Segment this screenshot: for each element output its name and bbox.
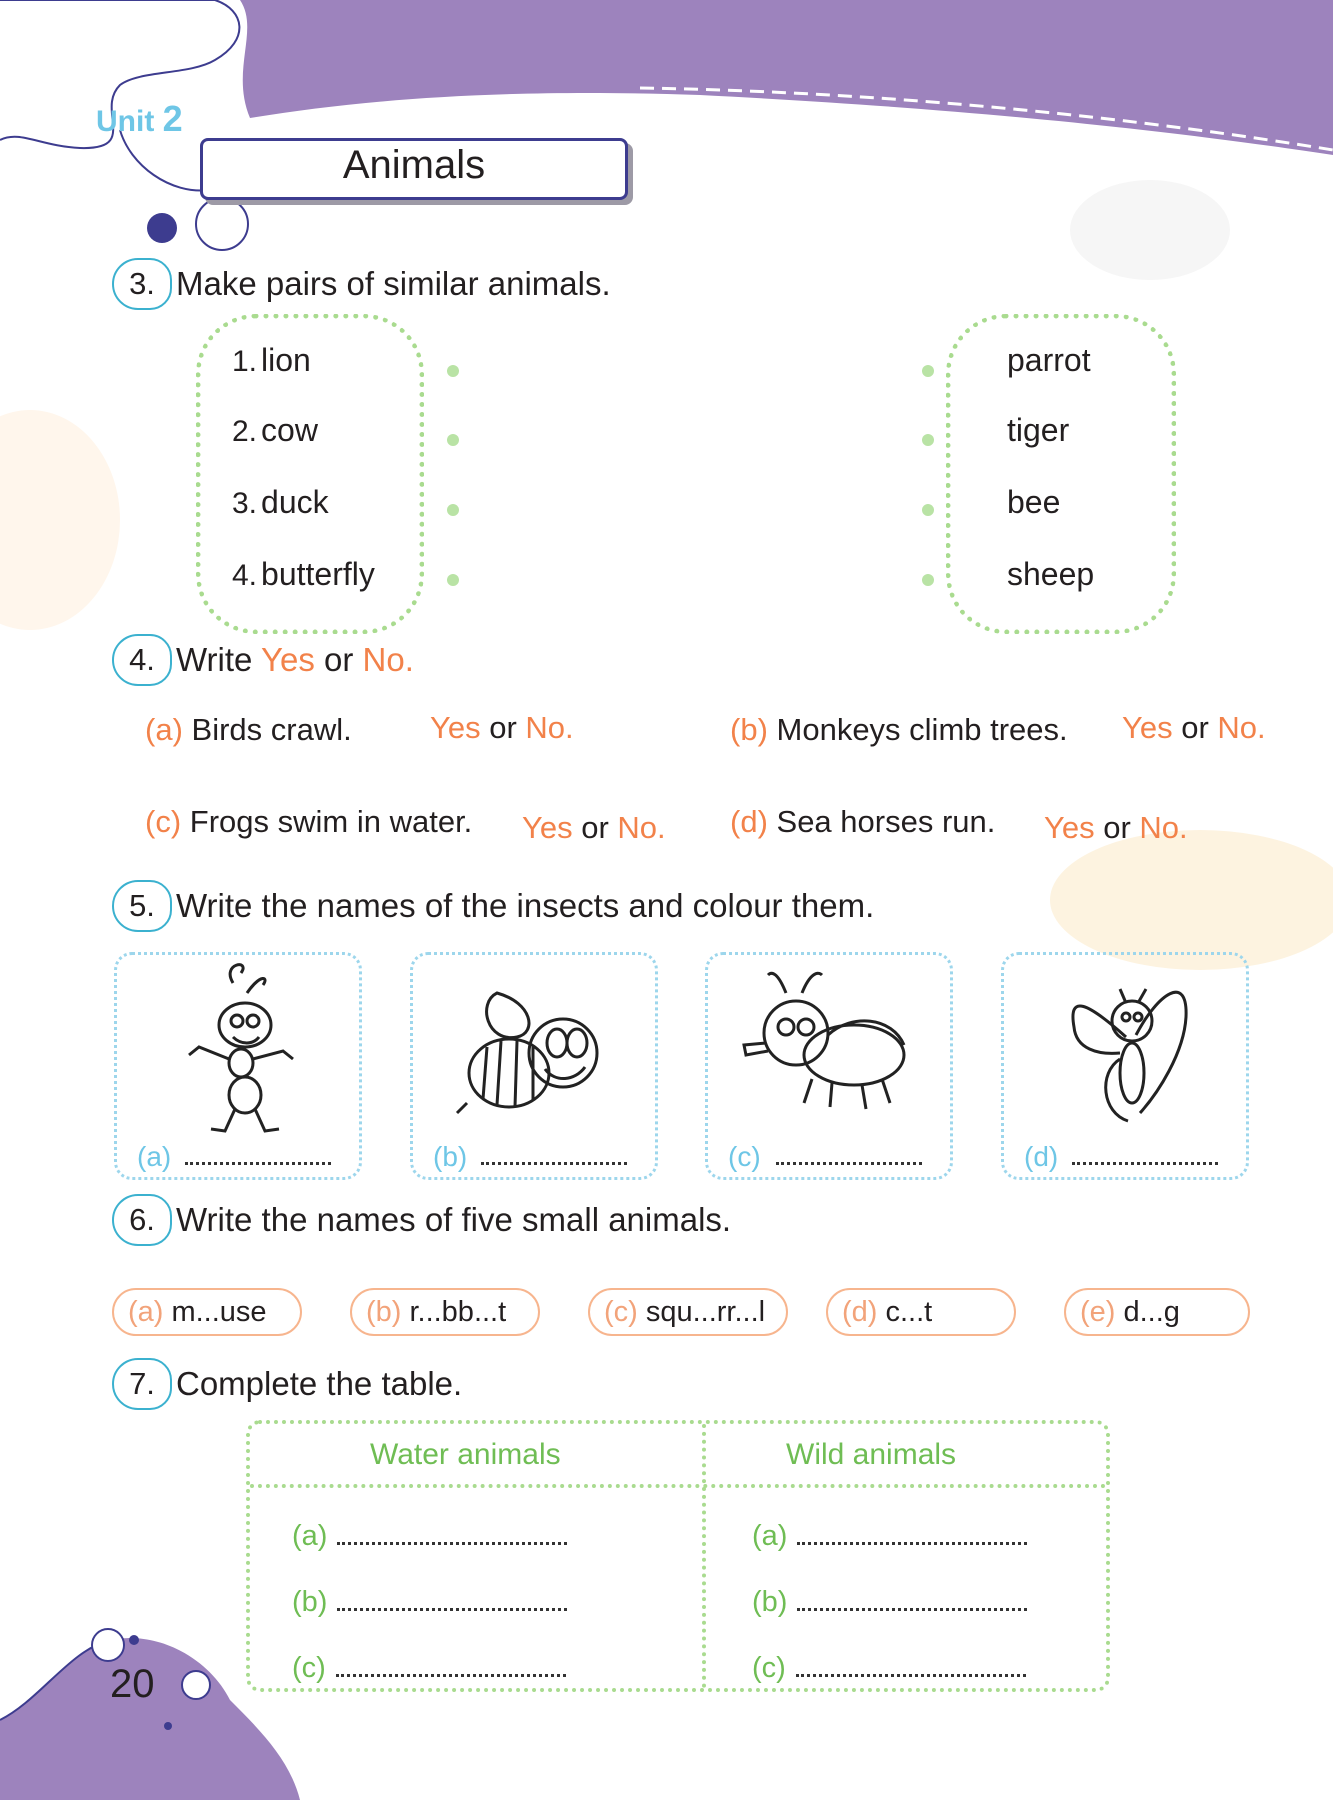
animals-table	[246, 1420, 1110, 1692]
fly-icon	[732, 963, 932, 1133]
left-item-4: 4. butterfly	[232, 556, 375, 592]
pill-c[interactable]: (c) squ...rr...l	[588, 1288, 788, 1336]
pill-a[interactable]: (a) m...use	[112, 1288, 302, 1336]
insect-box-c	[705, 952, 953, 1180]
q4-item-d: (d) Sea horses run.	[730, 804, 996, 839]
wild-row-c[interactable]: (c)	[752, 1652, 1026, 1685]
match-dot-right-1[interactable]	[922, 365, 934, 377]
question-6-number: 6.	[112, 1194, 172, 1246]
right-item-1: parrot	[1007, 342, 1091, 378]
match-dot-right-3[interactable]	[922, 504, 934, 516]
match-dot-left-2[interactable]	[447, 434, 459, 446]
insect-letter-a: (a)	[137, 1141, 172, 1172]
question-3-instruction: Make pairs of similar animals.	[176, 265, 611, 302]
q4-item-c: (c) Frogs swim in water.	[145, 804, 473, 839]
question-5-number: 5.	[112, 880, 172, 932]
water-row-c[interactable]: (c)	[292, 1652, 566, 1685]
pill-d[interactable]: (d) c...t	[826, 1288, 1016, 1336]
question-4-instruction: Write Yes or No.	[176, 641, 414, 678]
insect-box-a	[114, 952, 362, 1180]
unit-word: Unit	[96, 105, 155, 138]
wild-row-a[interactable]: (a)	[752, 1520, 1027, 1553]
question-5-heading	[112, 880, 874, 932]
question-7-heading	[112, 1358, 462, 1410]
left-item-1: 1. lion	[232, 342, 311, 378]
table-divider-vertical	[702, 1424, 706, 1688]
question-7-number: 7.	[112, 1358, 172, 1410]
water-row-b[interactable]: (b)	[292, 1586, 567, 1619]
answer-line-a[interactable]	[185, 1162, 331, 1165]
right-item-3: bee	[1007, 484, 1061, 520]
answer-line-c[interactable]	[776, 1162, 922, 1165]
question-3-number: 3.	[112, 258, 172, 310]
insect-letter-b: (b)	[433, 1141, 468, 1172]
question-3-heading	[112, 258, 611, 310]
insect-box-d	[1001, 952, 1249, 1180]
unit-label	[96, 98, 183, 140]
bee-icon	[437, 963, 637, 1133]
q4-choice-d[interactable]: Yes or No.	[1044, 810, 1188, 845]
q4-choice-b[interactable]: Yes or No.	[1122, 710, 1266, 745]
unit-number: 2	[162, 98, 183, 139]
left-item-3: 3. duck	[232, 484, 329, 520]
match-dot-left-1[interactable]	[447, 365, 459, 377]
pill-b[interactable]: (b) r...bb...t	[350, 1288, 540, 1336]
q4-choice-c[interactable]: Yes or No.	[522, 810, 666, 845]
water-row-a[interactable]: (a)	[292, 1520, 567, 1553]
wild-row-b[interactable]: (b)	[752, 1586, 1027, 1619]
butterfly-icon	[1028, 963, 1228, 1133]
insect-letter-c: (c)	[728, 1141, 761, 1172]
question-6-heading	[112, 1194, 731, 1246]
answer-line-d[interactable]	[1072, 1162, 1218, 1165]
page-title-box	[200, 138, 628, 200]
match-dot-left-3[interactable]	[447, 504, 459, 516]
pill-e[interactable]: (e) d...g	[1064, 1288, 1250, 1336]
page-number: 20	[110, 1662, 155, 1706]
table-header-wild: Wild animals	[786, 1438, 957, 1471]
left-item-2: 2. cow	[232, 412, 318, 448]
table-header-water: Water animals	[370, 1438, 561, 1471]
match-dot-right-4[interactable]	[922, 574, 934, 586]
right-item-2: tiger	[1007, 412, 1070, 448]
table-divider-horizontal	[250, 1484, 1106, 1488]
match-dot-left-4[interactable]	[447, 574, 459, 586]
match-dot-right-2[interactable]	[922, 434, 934, 446]
answer-line-b[interactable]	[481, 1162, 627, 1165]
question-4-heading	[112, 634, 414, 686]
page-title: Animals	[342, 142, 486, 187]
question-6-instruction: Write the names of five small animals.	[176, 1201, 732, 1238]
question-7-instruction: Complete the table.	[176, 1365, 463, 1402]
q4-choice-a[interactable]: Yes or No.	[430, 710, 574, 745]
ant-icon	[141, 963, 341, 1133]
insect-letter-d: (d)	[1024, 1141, 1059, 1172]
q4-item-b: (b) Monkeys climb trees.	[730, 712, 1068, 747]
right-item-4: sheep	[1007, 556, 1095, 592]
q4-item-a: (a) Birds crawl.	[145, 712, 352, 747]
question-4-number: 4.	[112, 634, 172, 686]
question-5-instruction: Write the names of the insects and colour them.	[176, 887, 875, 924]
insect-box-b	[410, 952, 658, 1180]
